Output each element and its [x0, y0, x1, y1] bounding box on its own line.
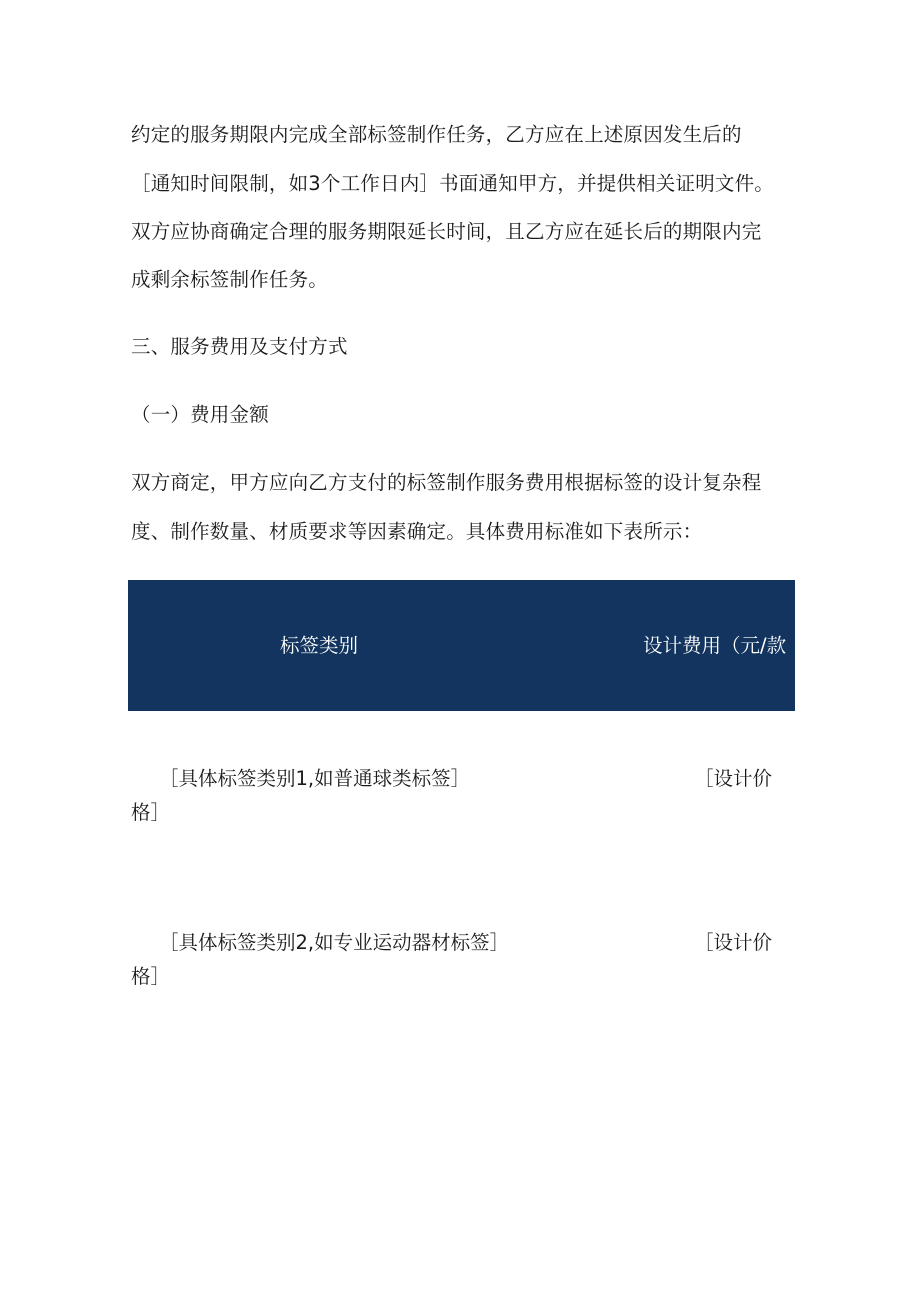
row-price: ［设计价	[694, 767, 773, 790]
paragraph-line: 双方商定，甲方应向乙方支付的标签制作服务费用根据标签的设计复杂程	[131, 471, 762, 494]
row-price: ［设计价	[694, 931, 773, 954]
header-design-fee: 设计费用（元/款	[643, 634, 787, 657]
paragraph-line: 度、制作数量、材质要求等因素确定。具体费用标准如下表所示：	[131, 520, 703, 543]
row-price-cont: 格］	[131, 965, 171, 988]
section-heading: 三、服务费用及支付方式	[131, 335, 348, 358]
paragraph-line: 双方应协商确定合理的服务期限延长时间，且乙方应在延长后的期限内完	[131, 220, 762, 243]
subsection-heading: （一）费用金额	[131, 403, 269, 426]
paragraph-line: ［通知时间限制，如3个工作日内］书面通知甲方，并提供相关证明文件。	[131, 172, 775, 195]
fee-table-header	[128, 580, 795, 711]
paragraph-line: 约定的服务期限内完成全部标签制作任务，乙方应在上述原因发生后的	[131, 123, 742, 146]
row-category: ［具体标签类别2,如专业运动器材标签］	[159, 931, 510, 954]
header-category: 标签类别	[280, 634, 359, 657]
paragraph-line: 成剩余标签制作任务。	[131, 268, 329, 291]
row-price-cont: 格］	[131, 801, 171, 824]
row-category: ［具体标签类别1,如普通球类标签］	[159, 767, 471, 790]
